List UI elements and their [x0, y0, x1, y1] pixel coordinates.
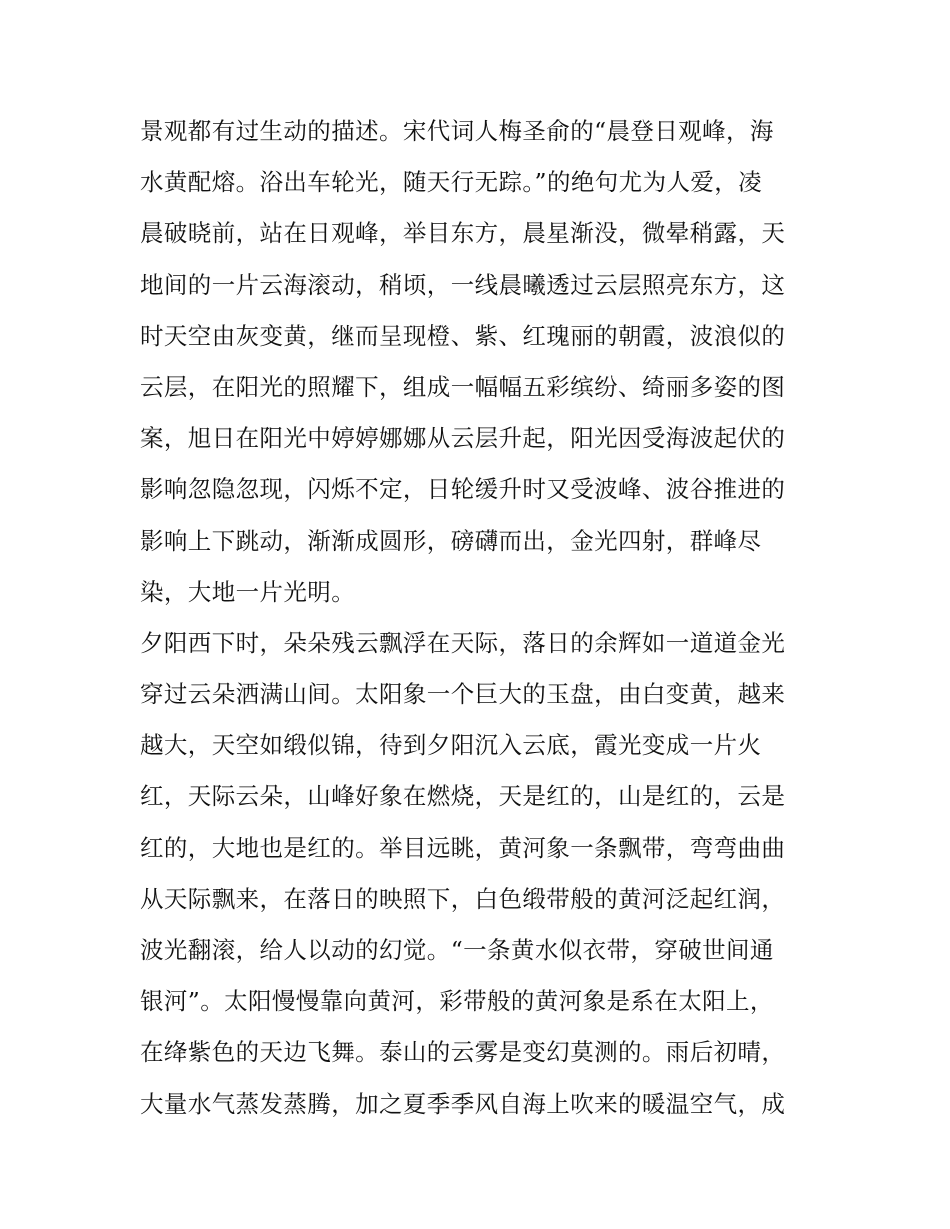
- text-line: 影响忽隐忽现，闪烁不定，日轮缓升时又受波峰、波谷推进的: [140, 475, 786, 504]
- text-line: 时天空由灰变黄，继而呈现橙、紫、红瑰丽的朝霞，波浪似的: [140, 321, 786, 350]
- text-line: 波光翻滚，给人以动的幻觉。“一条黄水似衣带，穿破世间通: [140, 936, 774, 964]
- text-line: 案，旭日在阳光中婷婷娜娜从云层升起，阳光因受海波起伏的: [140, 424, 786, 453]
- body-text: [140, 106, 830, 1130]
- text-line: 在绛紫色的天边飞舞。泰山的云雾是变幻莫测的。雨后初晴，: [140, 1038, 786, 1067]
- text-line: 从天际飘来，在落日的映照下，白色缎带般的黄河泛起红润，: [140, 884, 786, 913]
- text-line: 水黄配熔。浴出车轮光，随天行无踪。”的绝句尤为人爱，凌: [140, 168, 763, 197]
- text-line: 穿过云朵洒满山间。太阳象一个巨大的玉盘，由白变黄，越来: [140, 680, 786, 709]
- text-line: 地间的一片云海滚动，稍顷，一线晨曦透过云层照亮东方，这: [140, 270, 786, 299]
- text-line: 夕阳西下时，朵朵残云飘浮在天际，落日的余辉如一道道金光: [140, 628, 786, 657]
- text-line: 染，大地一片光明。: [140, 577, 356, 606]
- text-line: 红，天际云朵，山峰好象在燃烧，天是红的，山是红的，云是: [140, 782, 786, 811]
- text-line: 大量水气蒸发蒸腾，加之夏季季风自海上吹来的暖温空气，成: [140, 1089, 786, 1118]
- text-line: 影响上下跳动，渐渐成圆形，磅礴而出，金光四射，群峰尽: [140, 526, 762, 555]
- text-line: 红的，大地也是红的。举目远眺，黄河象一条飘带，弯弯曲曲: [140, 833, 786, 862]
- text-line: 云层，在阳光的照耀下，组成一幅幅五彩缤纷、绮丽多姿的图: [140, 372, 786, 401]
- text-line: 银河”。太阳慢慢靠向黄河，彩带般的黄河象是系在太阳上，: [140, 987, 774, 1016]
- text-line: 越大，天空如缎似锦，待到夕阳沉入云底，霞光变成一片火: [140, 731, 762, 760]
- text-line: 景观都有过生动的描述。宋代词人梅圣俞的“晨登日观峰，海: [140, 117, 774, 145]
- text-line: 晨破晓前，站在日观峰，举目东方，晨星渐没，微晕稍露，天: [140, 219, 786, 248]
